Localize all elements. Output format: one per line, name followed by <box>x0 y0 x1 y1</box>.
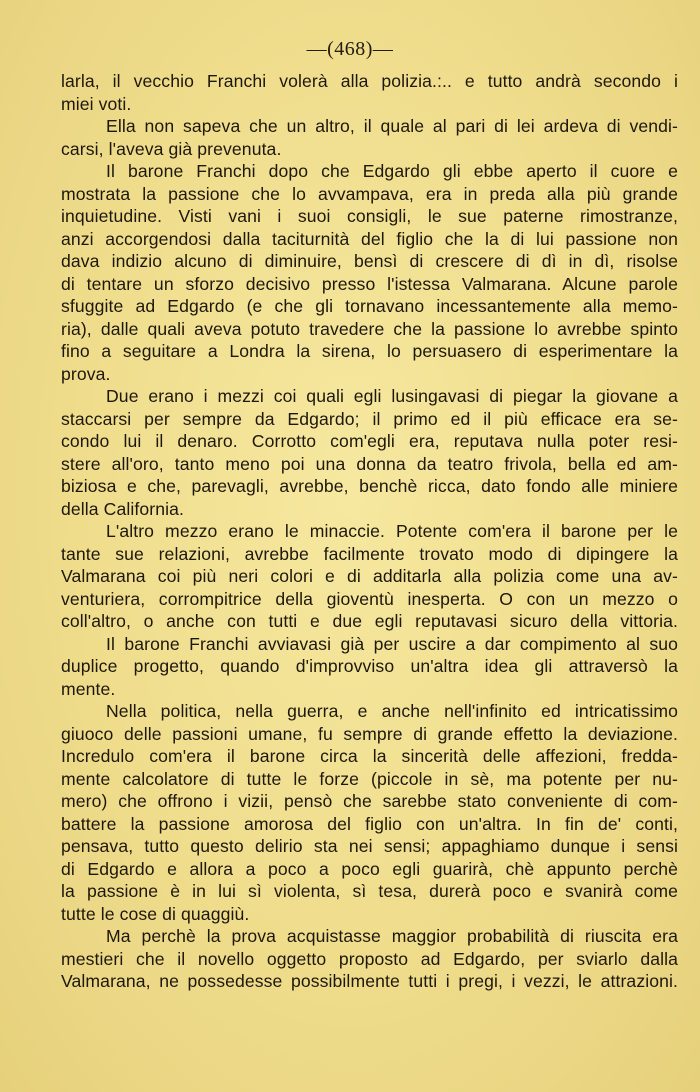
text-line: coll'altro, o anche con tutti e due egli reputavasi sicuro della vittoria. <box>61 611 678 631</box>
text-line: Ella non sapeva che un altro, il quale al pari di lei ardeva di vendi- <box>106 116 678 136</box>
text-line: prova. <box>61 363 111 384</box>
text-line: mero) che offrono i vizii, pensò che sarebbe stato conveniente di com- <box>61 791 678 811</box>
text-line: Incredulo com'era il barone circa la sincerità delle affezioni, fredda- <box>61 746 678 766</box>
text-line: anzi accorgendosi dalla taciturnità del figlio che la di lui passione non <box>61 228 678 249</box>
text-line: staccarsi per sempre da Edgardo; il primo ed il più efficace era se- <box>61 408 678 429</box>
text-line: mestieri che il novello oggetto proposto ad Edgardo, per sviarlo dalla <box>61 948 678 969</box>
text-line: di tentare un sforzo decisivo presso l'istessa Valmarana. Alcune parole <box>61 273 678 294</box>
text-line: biziosa e che, parevagli, avrebbe, benchè ricca, dato fondo alle miniere <box>61 476 678 496</box>
text-line: tante sue relazioni, avrebbe facilmente trovato modo di dipingere la <box>61 543 678 564</box>
text-line: L'altro mezzo erano le minaccie. Potente com'era il barone per le <box>106 521 678 541</box>
text-line: della California. <box>61 498 184 519</box>
text-line: miei voti. <box>61 93 132 114</box>
text-line: Valmarana coi più neri colori e di additarla alla polizia come una av- <box>61 566 678 586</box>
text-line: inquietudine. Visti vani i suoi consigli, le sue paterne rimostranze, <box>61 206 678 226</box>
text-line: tutte le cose di quaggiù. <box>61 903 250 924</box>
text-line: pensava, tutto questo delirio sta nei sensi; appaghiamo dunque i sensi <box>61 836 678 856</box>
text-line: Ma perchè la prova acquistasse maggior probabilità di riuscita era <box>106 926 678 946</box>
text-line: larla, il vecchio Franchi volerà alla polizia.:.. e tutto andrà secondo i <box>61 71 678 91</box>
text-line: stere all'oro, tanto meno poi una donna da teatro frivola, bella ed am- <box>61 453 678 474</box>
text-line: di Edgardo e allora a poco a poco egli guarirà, chè appunto perchè <box>61 858 678 879</box>
text-line: battere la passione amorosa del figlio con un'altra. In fin de' conti, <box>61 813 678 834</box>
text-line: giuoco delle passioni umane, fu sempre di grande effetto la deviazione. <box>61 723 678 744</box>
text-line: duplice progetto, quando d'improvviso un'altra idea gli attraversò la <box>61 656 678 676</box>
text-line: venturiera, corrompitrice della gioventù inesperta. O con un mezzo o <box>61 588 678 609</box>
text-line: carsi, l'aveva già prevenuta. <box>61 138 282 159</box>
text-line: Nella politica, nella guerra, e anche nell'infinito ed intricatissimo <box>106 701 678 721</box>
text-line: mente calcolatore di tutte le forze (piccole in sè, ma potente per nu- <box>61 768 678 789</box>
text-line: sfuggite ad Edgardo (e che gli tornavano incessantemente alla memo- <box>61 296 678 316</box>
text-line: Valmarana, ne possedesse possibilmente tutti i pregi, i vezzi, le attrazioni. <box>61 971 678 991</box>
text-line: la passione è in lui sì violenta, sì tesa, durerà poco e svanirà come <box>61 881 678 901</box>
text-line: mente. <box>61 678 116 699</box>
text-line: Il barone Franchi dopo che Edgardo gli ebbe aperto il cuore e <box>106 161 678 181</box>
text-line: Il barone Franchi avviavasi già per uscire a dar compimento al suo <box>106 633 678 654</box>
text-line: Due erano i mezzi coi quali egli lusingavasi di piegar la giovane a <box>106 386 678 406</box>
text-line: ria), dalle quali aveva potuto travedere che la passione lo avrebbe spinto <box>61 318 678 339</box>
text-line: mostrata la passione che lo avvampava, era in preda alla più grande <box>61 183 678 204</box>
text-line: fino a seguitare a Londra la sirena, lo persuasero di esperimentare la <box>61 341 678 361</box>
page-number: —(468)— <box>306 38 394 60</box>
text-line: dava indizio alcuno di diminuire, bensì di crescere di dì in dì, risolse <box>61 251 678 271</box>
text-line: condo lui il denaro. Corrotto com'egli era, reputava nulla poter resi- <box>61 431 678 451</box>
body-text <box>61 70 678 993</box>
